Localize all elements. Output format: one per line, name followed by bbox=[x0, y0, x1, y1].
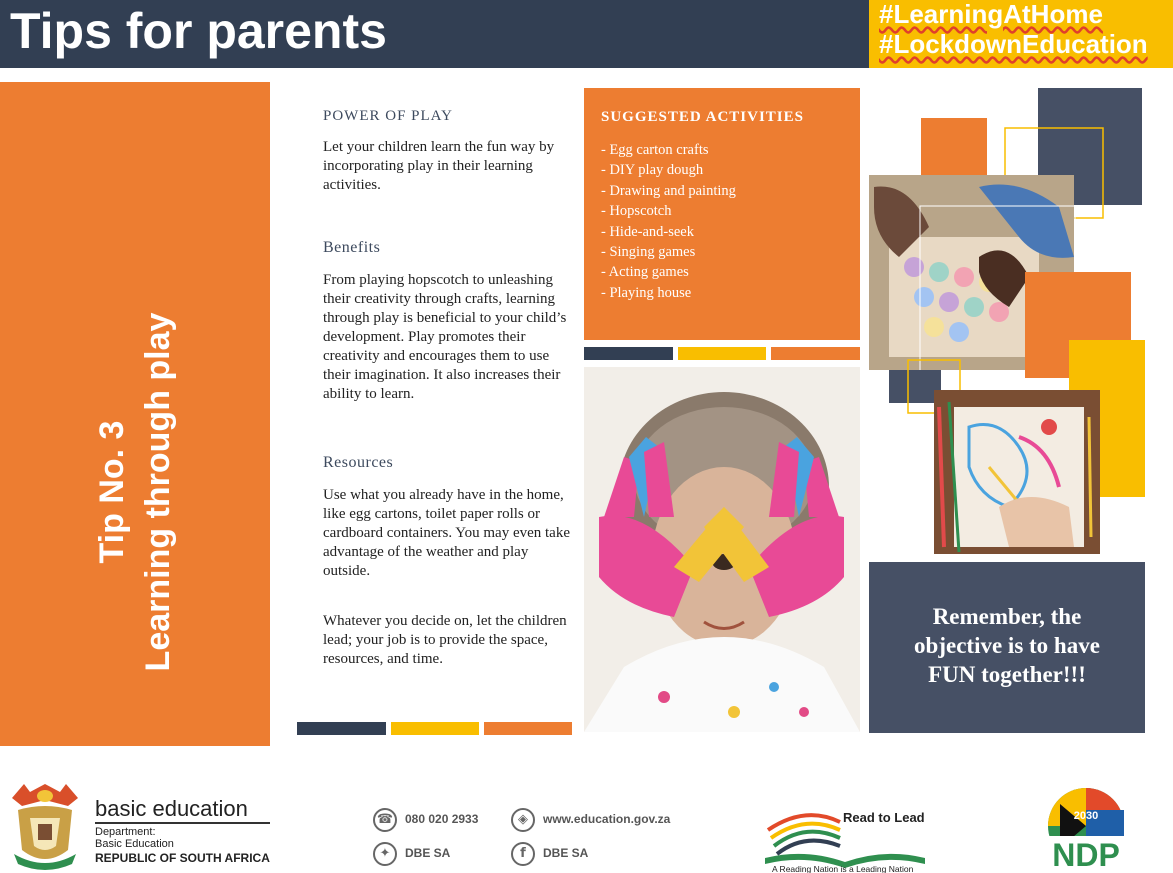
remember-line-1: Remember, the bbox=[932, 604, 1082, 629]
facebook-icon: f bbox=[511, 842, 535, 866]
activities-list bbox=[601, 140, 736, 303]
power-of-play-heading: POWER OF PLAY bbox=[323, 108, 453, 124]
tip-heading bbox=[89, 313, 181, 672]
activities-title: SUGGESTED ACTIVITIES bbox=[601, 109, 804, 125]
power-of-play-text: Let your children learn the fun way by incorporating play in their learning activities. bbox=[323, 139, 555, 193]
facebook-handle[interactable]: DBE SA bbox=[543, 846, 589, 860]
divider-bar-navy bbox=[297, 722, 386, 735]
tip-topic: Learning through play bbox=[139, 312, 177, 672]
divider-bar-yellow bbox=[678, 347, 766, 360]
ndp-text: NDP bbox=[1052, 837, 1120, 872]
divider-bar-orange bbox=[484, 722, 572, 735]
remember-message bbox=[869, 602, 1145, 689]
list-item: - Acting games bbox=[601, 264, 689, 281]
child-painted-hands-photo bbox=[584, 367, 860, 732]
footer bbox=[0, 760, 1173, 873]
list-item: - Egg carton crafts bbox=[601, 142, 709, 158]
list-item: - Hopscotch bbox=[601, 203, 672, 220]
list-item: - Drawing and painting bbox=[601, 182, 736, 199]
resources-heading: Resources bbox=[323, 454, 394, 471]
tip-number: Tip No. 3 bbox=[93, 420, 131, 564]
benefits-text: From playing hopscotch to unleashing their creativity through crafts, learning through play is beneficial to your child’s development. Play promotes their creativity and encourages them to use their imagination. It also increases their ability to learn. bbox=[323, 272, 567, 402]
divider-bar-orange bbox=[771, 347, 860, 360]
child-illustration bbox=[584, 367, 860, 732]
tip-panel bbox=[0, 82, 270, 746]
benefits-heading: Benefits bbox=[323, 239, 381, 256]
country-name: REPUBLIC OF SOUTH AFRICA bbox=[95, 851, 270, 865]
hashtag-lockdown-education[interactable]: #LockdownEducation bbox=[879, 29, 1148, 59]
org-underline bbox=[95, 822, 270, 824]
coat-of-arms-icon bbox=[8, 780, 82, 870]
list-item: - Hide-and-seek bbox=[601, 223, 694, 240]
phone-number[interactable]: 080 020 2933 bbox=[405, 812, 479, 826]
page-title: Tips for parents bbox=[10, 3, 387, 59]
resources-text: Use what you already have in the home, like egg cartons, toilet paper rolls or cardboard containers. You may even take advantage of the weather and play outside. bbox=[323, 487, 571, 579]
ndp-year: 2030 bbox=[1073, 810, 1099, 822]
remember-box bbox=[869, 562, 1145, 733]
twitter-icon: ✦ bbox=[373, 842, 397, 866]
phone-icon: ☎ bbox=[373, 808, 397, 832]
remember-line-2: objective is to have bbox=[914, 633, 1100, 658]
read-to-lead-tagline: A Reading Nation is a Leading Nation bbox=[772, 864, 914, 873]
dept-label bbox=[95, 826, 174, 850]
divider-bar-navy bbox=[584, 347, 673, 360]
divider-bar-yellow bbox=[391, 722, 479, 735]
dept-line-1: Department: bbox=[95, 826, 156, 838]
collage-illustration bbox=[869, 87, 1145, 557]
dept-line-2: Basic Education bbox=[95, 838, 174, 850]
twitter-handle[interactable]: DBE SA bbox=[405, 846, 451, 860]
closing-text: Whatever you decide on, let the children lead; your job is to provide the space, resources, and time. bbox=[323, 613, 567, 667]
list-item: - Singing games bbox=[601, 244, 696, 261]
header-bar bbox=[0, 0, 869, 68]
list-item: - Playing house bbox=[601, 284, 692, 301]
read-to-lead-title: Read to Lead bbox=[843, 810, 925, 825]
photo-collage bbox=[869, 87, 1145, 557]
website-link[interactable]: www.education.gov.za bbox=[543, 812, 671, 826]
hashtag-box bbox=[869, 0, 1173, 68]
suggested-activities-box bbox=[584, 88, 860, 340]
hashtag-learning-at-home[interactable]: #LearningAtHome bbox=[879, 0, 1103, 29]
org-name: basic education bbox=[95, 796, 248, 821]
list-item: - DIY play dough bbox=[601, 162, 704, 179]
globe-icon: ◈ bbox=[511, 808, 535, 832]
ndp-logo-icon bbox=[1040, 786, 1132, 872]
remember-line-3: FUN together!!! bbox=[928, 662, 1086, 687]
